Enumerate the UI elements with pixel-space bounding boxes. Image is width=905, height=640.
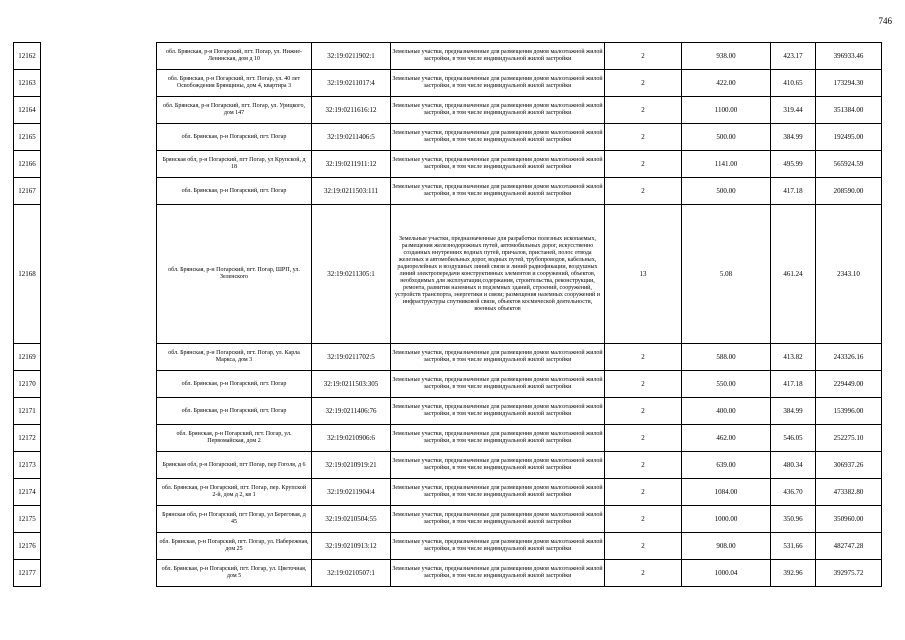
rate-cell: 319.44 <box>771 97 816 124</box>
spacer-cell <box>41 452 157 479</box>
cadastral-number-cell: 32:19:0210913:12 <box>312 533 391 560</box>
address-cell: Брянская обл, р-н Погарский, пгт Погар, ул Береговая, д 45 <box>157 506 312 533</box>
row-number-cell: 12174 <box>14 479 41 506</box>
cadastral-number-cell: 32:19:0211406:5 <box>312 124 391 151</box>
land-use-cell: Земельные участки, предназначенные для размещения домов малоэтажной жилой застройки, в том числе индивидуальной жилой застройки <box>391 344 605 371</box>
table-row <box>14 506 882 533</box>
table-row <box>14 425 882 452</box>
land-use-cell: Земельные участки, предназначенные для размещения домов малоэтажной жилой застройки, в том числе индивидуальной жилой застройки <box>391 425 605 452</box>
cadastral-number-cell: 32:19:0210919:21 <box>312 452 391 479</box>
group-cell: 2 <box>605 479 682 506</box>
rate-cell: 392.96 <box>771 560 816 587</box>
address-cell: обл. Брянская, р-н Погарский, пгт. Погар, ул. Урицкого, дом 147 <box>157 97 312 124</box>
row-number-cell: 12170 <box>14 371 41 398</box>
cadastral-value-cell: 252275.10 <box>816 425 882 452</box>
area-cell: 500.00 <box>682 178 771 205</box>
cadastral-number-cell: 32:19:0211616:12 <box>312 97 391 124</box>
group-cell: 2 <box>605 151 682 178</box>
table-row <box>14 178 882 205</box>
rate-cell: 480.34 <box>771 452 816 479</box>
cadastral-value-cell: 565924.59 <box>816 151 882 178</box>
rate-cell: 495.99 <box>771 151 816 178</box>
cadastral-value-cell: 350960.00 <box>816 506 882 533</box>
area-cell: 1000.00 <box>682 506 771 533</box>
spacer-cell <box>41 178 157 205</box>
page-number: 746 <box>878 16 892 26</box>
cadastral-number-cell: 32:19:0210507:1 <box>312 560 391 587</box>
group-cell: 2 <box>605 43 682 70</box>
area-cell: 462.00 <box>682 425 771 452</box>
rate-cell: 384.99 <box>771 124 816 151</box>
land-use-cell: Земельные участки, предназначенные для разработки полезных ископаемых, размещения железнодорожных путей, автомобильных дорог, искусственно созданных внутренних водных путей, причалов, пристаней, полос отвода железных и автомобильных дорог, водных путей, трубопроводов, кабельных, радиорелейных и воздушных линий связи и линий радиофикации, воздушных линий электропередачи конструктивных элементов и сооружений, объектов, необходимых для эксплуатации,содержания, строительства, реконструкции, ремонта, развития наземных и подземных зданий, строений, сооружений, устройств транспорта, энергетики и связи; размещения наземных сооружений и инфраструктуры спутниковой связи, объектов космической деятельности, военных объектов <box>391 205 605 344</box>
cadastral-value-table <box>13 42 882 587</box>
cadastral-number-cell: 32:19:0210504:55 <box>312 506 391 533</box>
cadastral-number-cell: 32:19:0211902:1 <box>312 43 391 70</box>
land-use-cell: Земельные участки, предназначенные для размещения домов малоэтажной жилой застройки, в том числе индивидуальной жилой застройки <box>391 124 605 151</box>
group-cell: 2 <box>605 506 682 533</box>
group-cell: 2 <box>605 398 682 425</box>
cadastral-value-cell: 396933.46 <box>816 43 882 70</box>
cadastral-number-cell: 32:19:0211503:111 <box>312 178 391 205</box>
cadastral-value-cell: 2343.10 <box>816 205 882 344</box>
address-cell: обл. Брянская, р-н Погарский, пгт. Погар, ул. 40 лет Освобождения Брянщины, дом 4, квартира 3 <box>157 70 312 97</box>
spacer-cell <box>41 371 157 398</box>
address-cell: Брянская обл, р-н Погарский, пгт Погар, пер Гоголя, д 6 <box>157 452 312 479</box>
group-cell: 2 <box>605 344 682 371</box>
spacer-cell <box>41 479 157 506</box>
group-cell: 2 <box>605 425 682 452</box>
table-row <box>14 97 882 124</box>
area-cell: 938.00 <box>682 43 771 70</box>
area-cell: 500.00 <box>682 124 771 151</box>
spacer-cell <box>41 43 157 70</box>
address-cell: обл. Брянская, р-н Погарский, пгт. Погар, пер. Крупской 2-й, дом д 2, кв 1 <box>157 479 312 506</box>
table-row <box>14 344 882 371</box>
area-cell: 5.08 <box>682 205 771 344</box>
spacer-cell <box>41 205 157 344</box>
row-number-cell: 12175 <box>14 506 41 533</box>
rate-cell: 384.99 <box>771 398 816 425</box>
rate-cell: 546.05 <box>771 425 816 452</box>
address-cell: обл. Брянская, р-н Погарский, пгт. Погар, ул. Карла Маркса, дом 3 <box>157 344 312 371</box>
table-row <box>14 43 882 70</box>
rate-cell: 410.65 <box>771 70 816 97</box>
cadastral-value-cell: 482747.28 <box>816 533 882 560</box>
land-use-cell: Земельные участки, предназначенные для размещения домов малоэтажной жилой застройки, в том числе индивидуальной жилой застройки <box>391 560 605 587</box>
land-use-cell: Земельные участки, предназначенные для размещения домов малоэтажной жилой застройки, в том числе индивидуальной жилой застройки <box>391 506 605 533</box>
area-cell: 400.00 <box>682 398 771 425</box>
address-cell: обл. Брянская, р-н Погарский, пгт. Погар <box>157 178 312 205</box>
spacer-cell <box>41 151 157 178</box>
land-use-cell: Земельные участки, предназначенные для размещения домов малоэтажной жилой застройки, в том числе индивидуальной жилой застройки <box>391 479 605 506</box>
group-cell: 2 <box>605 178 682 205</box>
table-body <box>14 43 882 587</box>
area-cell: 1141.00 <box>682 151 771 178</box>
cadastral-value-cell: 306937.26 <box>816 452 882 479</box>
land-use-cell: Земельные участки, предназначенные для размещения домов малоэтажной жилой застройки, в том числе индивидуальной жилой застройки <box>391 371 605 398</box>
row-number-cell: 12166 <box>14 151 41 178</box>
cadastral-value-cell: 392975.72 <box>816 560 882 587</box>
row-number-cell: 12162 <box>14 43 41 70</box>
group-cell: 2 <box>605 371 682 398</box>
cadastral-value-cell: 173294.30 <box>816 70 882 97</box>
group-cell: 2 <box>605 97 682 124</box>
cadastral-number-cell: 32:19:0210906:6 <box>312 425 391 452</box>
address-cell: Брянская обл, р-н Погарский, пгт Погар, ул Крупской, д 18 <box>157 151 312 178</box>
spacer-cell <box>41 97 157 124</box>
area-cell: 550.00 <box>682 371 771 398</box>
area-cell: 1084.00 <box>682 479 771 506</box>
cadastral-number-cell: 32:19:0211503:305 <box>312 371 391 398</box>
cadastral-number-cell: 32:19:0211911:12 <box>312 151 391 178</box>
table-row <box>14 452 882 479</box>
group-cell: 2 <box>605 560 682 587</box>
land-use-cell: Земельные участки, предназначенные для размещения домов малоэтажной жилой застройки, в том числе индивидуальной жилой застройки <box>391 178 605 205</box>
land-use-cell: Земельные участки, предназначенные для размещения домов малоэтажной жилой застройки, в том числе индивидуальной жилой застройки <box>391 151 605 178</box>
rate-cell: 461.24 <box>771 205 816 344</box>
row-number-cell: 12169 <box>14 344 41 371</box>
land-use-cell: Земельные участки, предназначенные для размещения домов малоэтажной жилой застройки, в том числе индивидуальной жилой застройки <box>391 43 605 70</box>
cadastral-number-cell: 32:19:0211017:4 <box>312 70 391 97</box>
spacer-cell <box>41 533 157 560</box>
row-number-cell: 12177 <box>14 560 41 587</box>
rate-cell: 417.18 <box>771 371 816 398</box>
spacer-cell <box>41 506 157 533</box>
address-cell: обл. Брянская, р-н Погарский, пгт. Погар <box>157 371 312 398</box>
spacer-cell <box>41 560 157 587</box>
rate-cell: 436.70 <box>771 479 816 506</box>
spacer-cell <box>41 425 157 452</box>
spacer-cell <box>41 344 157 371</box>
area-cell: 422.00 <box>682 70 771 97</box>
land-use-cell: Земельные участки, предназначенные для размещения домов малоэтажной жилой застройки, в том числе индивидуальной жилой застройки <box>391 533 605 560</box>
address-cell: обл. Брянская, р-н Погарский, пгт. Погар, ул. Нижне-Ленинская, дом д 10 <box>157 43 312 70</box>
group-cell: 13 <box>605 205 682 344</box>
area-cell: 1000.04 <box>682 560 771 587</box>
row-number-cell: 12167 <box>14 178 41 205</box>
area-cell: 908.00 <box>682 533 771 560</box>
cadastral-value-cell: 153996.00 <box>816 398 882 425</box>
table-row <box>14 560 882 587</box>
cadastral-value-cell: 243326.16 <box>816 344 882 371</box>
address-cell: обл. Брянская, р-н Погарский, пгт. Погар, ул. Набережная, дом 25 <box>157 533 312 560</box>
row-number-cell: 12163 <box>14 70 41 97</box>
rate-cell: 413.82 <box>771 344 816 371</box>
land-use-cell: Земельные участки, предназначенные для размещения домов малоэтажной жилой застройки, в том числе индивидуальной жилой застройки <box>391 452 605 479</box>
land-use-cell: Земельные участки, предназначенные для размещения домов малоэтажной жилой застройки, в том числе индивидуальной жилой застройки <box>391 398 605 425</box>
table-row <box>14 398 882 425</box>
area-cell: 1100.00 <box>682 97 771 124</box>
cadastral-number-cell: 32:19:0211702:5 <box>312 344 391 371</box>
table-row <box>14 205 882 344</box>
address-cell: обл. Брянская, р-н Погарский, пгт. Погар <box>157 398 312 425</box>
cadastral-number-cell: 32:19:0211406:76 <box>312 398 391 425</box>
row-number-cell: 12168 <box>14 205 41 344</box>
cadastral-number-cell: 32:19:0211305:1 <box>312 205 391 344</box>
cadastral-value-cell: 192495.00 <box>816 124 882 151</box>
land-use-cell: Земельные участки, предназначенные для размещения домов малоэтажной жилой застройки, в том числе индивидуальной жилой застройки <box>391 97 605 124</box>
rate-cell: 423.17 <box>771 43 816 70</box>
area-cell: 588.00 <box>682 344 771 371</box>
row-number-cell: 12173 <box>14 452 41 479</box>
rate-cell: 350.96 <box>771 506 816 533</box>
row-number-cell: 12165 <box>14 124 41 151</box>
address-cell: обл. Брянская, р-н Погарский, пгт. Погар, ШРП, ул. Зеленского <box>157 205 312 344</box>
table-row <box>14 124 882 151</box>
row-number-cell: 12176 <box>14 533 41 560</box>
area-cell: 639.00 <box>682 452 771 479</box>
table-row <box>14 70 882 97</box>
table-row <box>14 151 882 178</box>
address-cell: обл. Брянская, р-н Погарский, пгт. Погар, ул. Цветочная, дом 5 <box>157 560 312 587</box>
row-number-cell: 12172 <box>14 425 41 452</box>
spacer-cell <box>41 124 157 151</box>
address-cell: обл. Брянская, р-н Погарский, пгт. Погар <box>157 124 312 151</box>
table-row <box>14 371 882 398</box>
spacer-cell <box>41 70 157 97</box>
row-number-cell: 12164 <box>14 97 41 124</box>
rate-cell: 531.66 <box>771 533 816 560</box>
table-row <box>14 533 882 560</box>
row-number-cell: 12171 <box>14 398 41 425</box>
rate-cell: 417.18 <box>771 178 816 205</box>
group-cell: 2 <box>605 452 682 479</box>
group-cell: 2 <box>605 70 682 97</box>
land-use-cell: Земельные участки, предназначенные для размещения домов малоэтажной жилой застройки, в том числе индивидуальной жилой застройки <box>391 70 605 97</box>
cadastral-number-cell: 32:19:0211904:4 <box>312 479 391 506</box>
group-cell: 2 <box>605 124 682 151</box>
spacer-cell <box>41 398 157 425</box>
address-cell: обл. Брянская, р-н Погарский, пгт. Погар, ул. Первомайская, дом 2 <box>157 425 312 452</box>
group-cell: 2 <box>605 533 682 560</box>
cadastral-value-cell: 229449.00 <box>816 371 882 398</box>
cadastral-value-cell: 473382.80 <box>816 479 882 506</box>
cadastral-value-cell: 351384.00 <box>816 97 882 124</box>
table-row <box>14 479 882 506</box>
cadastral-value-cell: 208590.00 <box>816 178 882 205</box>
